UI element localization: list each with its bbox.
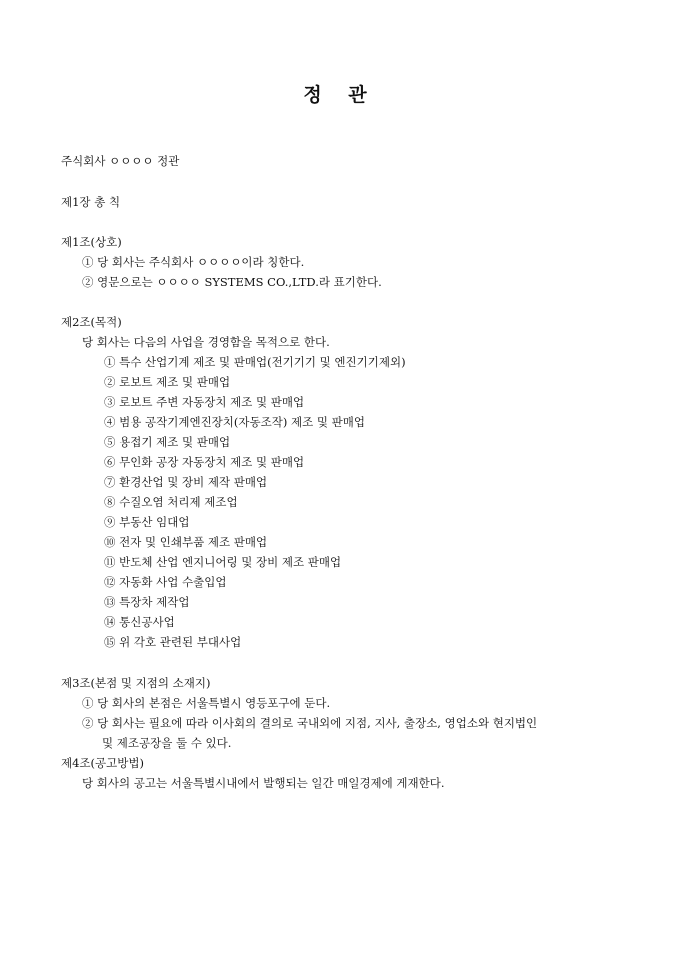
article-2-intro: 당 회사는 다음의 사업을 경영함을 목적으로 한다.	[82, 335, 330, 349]
article-3-heading: 제3조(본점 및 지점의 소재지)	[61, 676, 211, 690]
document-title: 정 관	[303, 84, 377, 106]
purpose-item: ⑤ 용접기 제조 및 판매업	[104, 435, 231, 449]
chapter-heading: 제1장 총 칙	[61, 195, 121, 209]
article-4-text: 당 회사의 공고는 서울특별시내에서 발행되는 일간 매일경제에 게재한다.	[82, 776, 445, 790]
article-1-item: ② 영문으로는 ㅇㅇㅇㅇ SYSTEMS CO.,LTD.라 표기한다.	[82, 275, 382, 289]
purpose-item: ⑦ 환경산업 및 장비 제작 판매업	[104, 475, 268, 489]
purpose-item: ⑧ 수질오염 처리제 제조업	[104, 495, 238, 509]
purpose-item: ⑭ 통신공사업	[104, 615, 175, 629]
purpose-item: ⑥ 무인화 공장 자동장치 제조 및 판매업	[104, 455, 305, 469]
purpose-item: ⑫ 자동화 사업 수출입업	[104, 575, 227, 589]
purpose-item: ⑩ 전자 및 인쇄부품 제조 판매업	[104, 535, 268, 549]
purpose-item: ⑨ 부동산 임대업	[104, 515, 190, 529]
purpose-item: ⑮ 위 각호 관련된 부대사업	[104, 635, 242, 649]
purpose-item: ④ 범용 공작기계엔진장치(자동조작) 제조 및 판매업	[104, 415, 365, 429]
purpose-item: ⑬ 특장차 제작업	[104, 595, 190, 609]
article-4-heading: 제4조(공고방법)	[61, 756, 144, 770]
purpose-item: ③ 로보트 주변 자동장치 제조 및 판매업	[104, 395, 305, 409]
article-2-heading: 제2조(목적)	[61, 315, 122, 329]
purpose-item: ② 로보트 제조 및 판매업	[104, 375, 231, 389]
purpose-item: ⑪ 반도체 산업 엔지니어링 및 장비 제조 판매업	[104, 555, 342, 569]
article-3-item-continuation: 및 제조공장을 둘 수 있다.	[102, 736, 232, 750]
article-3-item: ② 당 회사는 필요에 따라 이사회의 결의로 국내외에 지점, 지사, 출장소, 영업소와 현지법인	[82, 716, 538, 730]
article-3-item: ① 당 회사의 본점은 서울특별시 영등포구에 둔다.	[82, 696, 331, 710]
purpose-item: ① 특수 산업기계 제조 및 판매업(전기기기 및 엔진기기제외)	[104, 355, 406, 369]
article-1-item: ① 당 회사는 주식회사 ㅇㅇㅇㅇ이라 칭한다.	[82, 255, 305, 269]
company-title: 주식회사 ㅇㅇㅇㅇ 정관	[61, 154, 180, 168]
article-1-heading: 제1조(상호)	[61, 235, 122, 249]
